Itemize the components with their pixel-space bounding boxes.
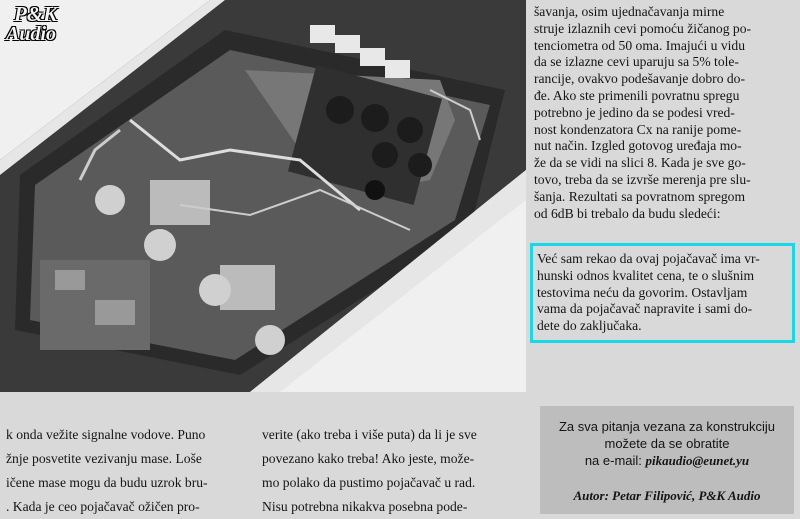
text-line: verite (ako treba i više puta) da li je sve xyxy=(262,427,477,442)
email-label: na e-mail: xyxy=(584,453,642,468)
text-line: da se izlazne cevi uparuju sa 5% tole- xyxy=(534,54,739,70)
text-line: ičene mase mogu da budu uzrok bru- xyxy=(6,475,208,490)
email-address: pikaudio@eunet.yu xyxy=(645,453,750,468)
amplifier-chassis-image xyxy=(0,0,526,392)
contact-line1: Za sva pitanja vezana za konstrukciju xyxy=(558,419,776,434)
text-line: dete do zaključaka. xyxy=(537,318,642,334)
bottom-middle-column xyxy=(262,423,524,519)
text-line: struje izlaznih cevi pomoću žičanog po- xyxy=(534,20,752,36)
text-line: mo polako da pustimo pojačavač u rad. xyxy=(262,475,476,490)
text-line: hunski odnos kvalitet cena, te o slušnim xyxy=(537,267,755,283)
text-line: povezano kako treba! Ako jeste, može- xyxy=(262,451,475,466)
bottom-left-column xyxy=(6,423,251,519)
text-line: testovima neću da govorim. Ostavljam xyxy=(537,284,748,300)
text-line: nut način. Izgled gotovog uređaja mo- xyxy=(534,138,742,154)
text-line: tovo, treba da se izvrše merenja pre slu- xyxy=(534,171,751,187)
pk-audio-logo xyxy=(6,4,116,54)
text-line: Već sam rekao da ovaj pojačavač ima vr- xyxy=(537,251,760,266)
text-line: Nisu potrebna nikakva posebna pode- xyxy=(262,499,468,514)
logo-line2: Audio xyxy=(6,23,57,45)
text-line: tenciometra od 50 oma. Imajući u vidu xyxy=(534,37,746,53)
text-line: od 6dB bi trebalo da budu sledeći: xyxy=(534,205,721,221)
text-line: vama da pojačavač napravite i sami do- xyxy=(537,301,753,317)
amplifier-photo xyxy=(0,0,526,392)
text-line: že da se vidi na slici 8. Kada je sve go- xyxy=(534,155,746,171)
text-line: potrebno je jedino da se podesi vred- xyxy=(534,104,735,120)
text-line: šavanja, osim ujednačavanja mirne xyxy=(534,4,725,19)
text-line: rancije, ovakvo podešavanje dobro do- xyxy=(534,71,746,87)
contact-box xyxy=(540,406,794,514)
text-line: k onda vežite signalne vodove. Puno xyxy=(6,427,206,442)
text-line: šanja. Rezultati sa povratnom spregom xyxy=(534,188,746,204)
text-line: đe. Ako ste primenili povratnu spregu xyxy=(534,87,740,103)
contact-email-line xyxy=(540,452,794,469)
text-line: . Kada je ceo pojačavač ožičen pro- xyxy=(6,499,200,514)
logo-line1: P&K xyxy=(14,2,58,26)
contact-line2: možete da se obratite xyxy=(604,436,730,451)
author-credit: Autor: Petar Filipović, P&K Audio xyxy=(573,488,761,503)
text-line: žnje posvetite vezivanju mase. Loše xyxy=(6,451,202,466)
text-line: nost kondenzatora Cx na ranije pome- xyxy=(534,121,742,137)
highlighted-paragraph xyxy=(530,243,795,343)
right-column-text xyxy=(534,4,796,222)
